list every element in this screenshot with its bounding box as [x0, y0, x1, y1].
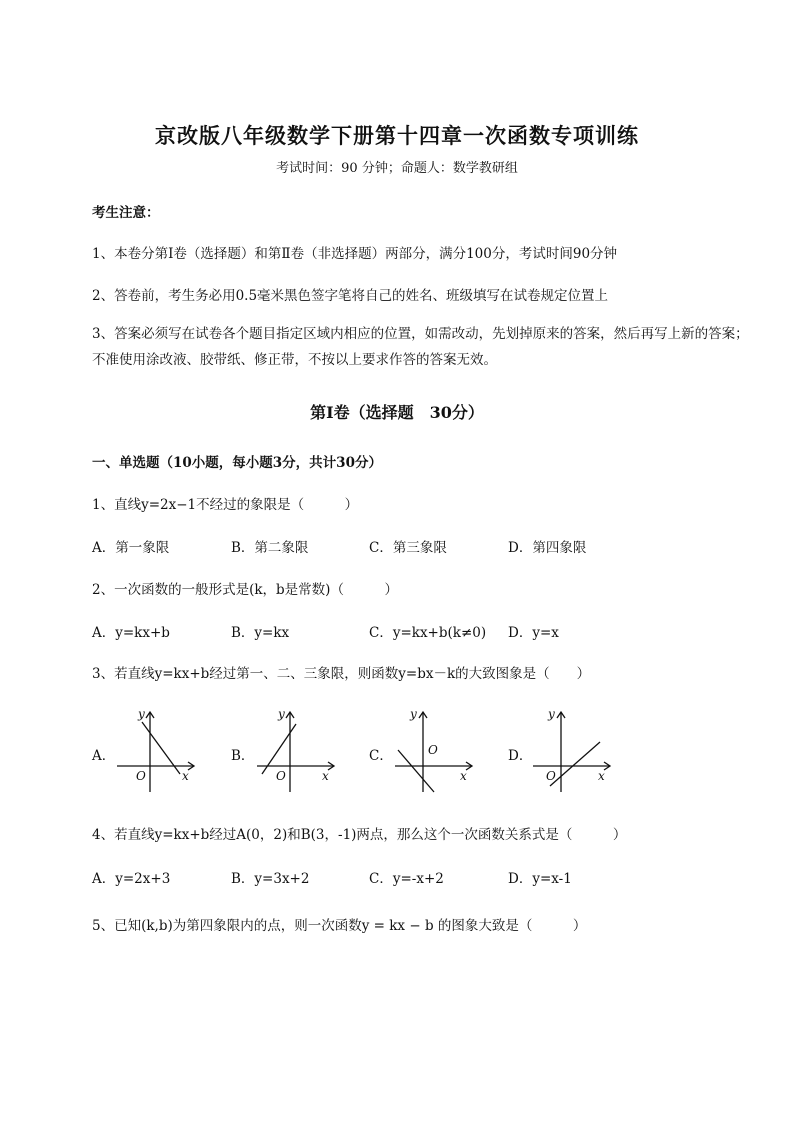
q3-option-b-graph[interactable]	[252, 704, 342, 794]
section-title: 第Ⅰ卷（选择题 30分）	[310, 403, 484, 422]
question-2-stem: 2、一次函数的一般形式是(k，b是常数)（ ）	[92, 582, 398, 598]
page-title: 京改版八年级数学下册第十四章一次函数专项训练	[155, 123, 639, 148]
question-5-stem: 5、已知(k,b)为第四象限内的点，则一次函数y = kx − b 的图象大致是（ ）	[92, 918, 587, 934]
q3-option-a-label[interactable]: A．	[92, 748, 116, 764]
q1-option-a[interactable]: A．第一象限	[92, 540, 170, 556]
q3-option-b-label[interactable]: B．	[231, 748, 255, 764]
q3-option-a-graph[interactable]	[112, 704, 202, 794]
q3-option-d-label[interactable]: D．	[508, 748, 533, 764]
q3c-y-label: y	[410, 707, 417, 721]
q2-option-c[interactable]: C．y=kx+b(k≠0)	[369, 625, 487, 641]
exam-info: 考试时间：90 分钟；命题人：数学教研组	[276, 161, 518, 176]
q3d-y-label: y	[548, 707, 555, 721]
q1-option-c[interactable]: C．第三象限	[369, 540, 447, 556]
question-4-stem: 4、若直线y=kx+b经过A(0，2)和B(3，-1)两点，那么这个一次函数关系式是（ ）	[92, 827, 627, 843]
q4-option-b[interactable]: B．y=3x+2	[231, 871, 310, 887]
q3b-y-label: y	[278, 707, 285, 721]
q3-option-c-graph[interactable]	[390, 704, 480, 794]
q3-option-c-label[interactable]: C．	[369, 748, 393, 764]
q2-option-a[interactable]: A．y=kx+b	[92, 625, 170, 641]
question-1-stem: 1、直线y=2x−1不经过的象限是（ ）	[92, 497, 359, 513]
notice-item-2: 2、答卷前，考生务必用0.5毫米黑色签字笔将自己的姓名、班级填写在试卷规定位置上	[92, 288, 609, 304]
q3a-x-label: x	[182, 769, 189, 783]
q3c-x-label: x	[460, 769, 467, 783]
q1-option-d[interactable]: D．第四象限	[508, 540, 587, 556]
q3-option-d-graph[interactable]	[528, 704, 618, 794]
q4-option-c[interactable]: C．y=-x+2	[369, 871, 444, 887]
q3a-y-label: y	[138, 707, 145, 721]
notice-item-3: 3、答案必须写在试卷各个题目指定区域内相应的位置，如需改动，先划掉原来的答案，然后再写上新的答案；不准使用涂改液、胶带纸、修正带，不按以上要求作答的答案无效。	[92, 326, 749, 368]
q3b-x-label: x	[322, 769, 329, 783]
q1-option-b[interactable]: B．第二象限	[231, 540, 309, 556]
q4-option-d[interactable]: D．y=x-1	[508, 871, 572, 887]
question-3-stem: 3、若直线y=kx+b经过第一、二、三象限，则函数y=bx－k的大致图象是（ ）	[92, 666, 591, 682]
q3a-origin-label: O	[136, 769, 146, 783]
q3c-origin-label: O	[428, 743, 438, 757]
notice-item-1: 1、本卷分第Ⅰ卷（选择题）和第Ⅱ卷（非选择题）两部分，满分100分，考试时间90分钟	[92, 246, 618, 262]
notice-heading: 考生注意：	[92, 205, 160, 221]
part-heading: 一、单选题（10小题，每小题3分，共计30分）	[92, 455, 382, 471]
q3d-origin-label: O	[546, 769, 556, 783]
q3d-x-label: x	[598, 769, 605, 783]
q2-option-b[interactable]: B．y=kx	[231, 625, 290, 641]
q2-option-d[interactable]: D．y=x	[508, 625, 559, 641]
q4-option-a[interactable]: A．y=2x+3	[92, 871, 171, 887]
q3b-origin-label: O	[276, 769, 286, 783]
